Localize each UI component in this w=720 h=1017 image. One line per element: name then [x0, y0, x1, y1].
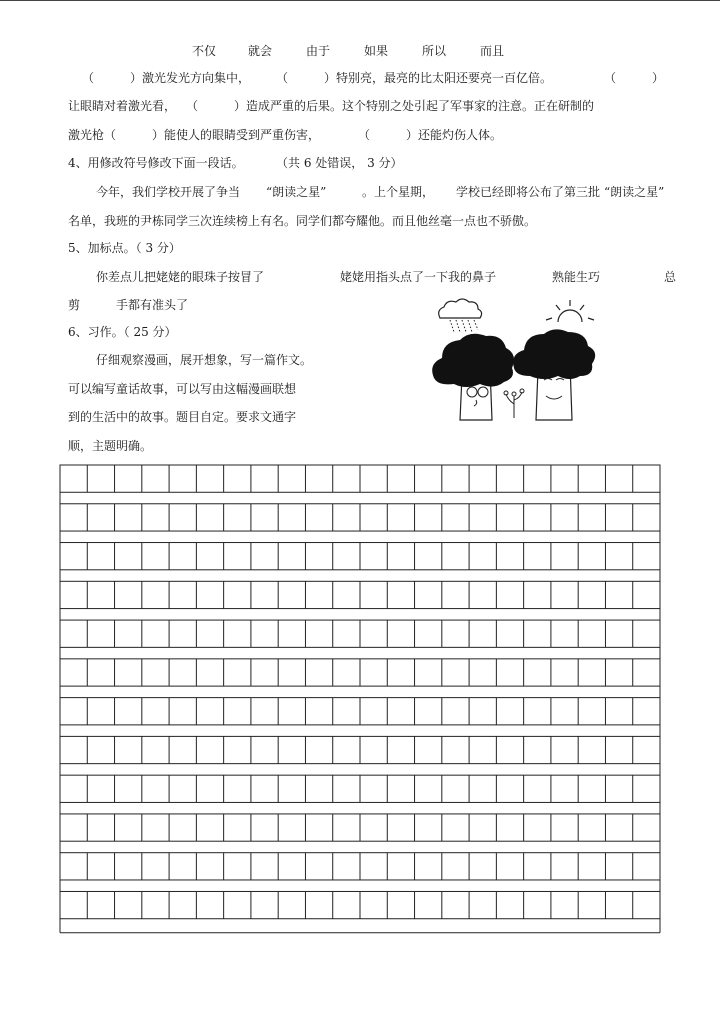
q4-line1b: “朗读之星”: [266, 185, 327, 199]
fill-line-1c: （ ）: [604, 71, 665, 85]
q5-heading: 5、加标点。（ 3 分）: [68, 241, 181, 255]
fill-line-2a: 让眼睛对着激光看，: [68, 99, 177, 113]
q4-score: （共 6 处错误， 3 分）: [276, 156, 403, 170]
q5-sentence-5: 手都有准头了: [116, 298, 189, 312]
fill-line-3b: （ ）还能灼伤人体。: [358, 128, 503, 142]
word-bank-item: 所以: [422, 44, 447, 58]
q4-line1c: 。上个星期，: [362, 185, 435, 199]
word-bank-item: 而且: [480, 44, 505, 58]
fill-line-1b: （ ）特别亮，最亮的比太阳还要亮一百亿倍。: [276, 71, 553, 85]
q5-sentence-4-start: 总: [664, 270, 677, 284]
q4-line1d: 学校已经即将公布了第三批: [456, 185, 601, 199]
q5-sentence-4-cont: 剪: [68, 298, 81, 312]
q4-line2: 名单，我班的尹栋同学三次连续榜上有名。同学们都夸耀他。而且他丝毫一点也不骄傲。: [68, 214, 537, 228]
q4-line1a: 今年，我们学校开展了争当: [96, 185, 241, 199]
word-bank-item: 就会: [248, 44, 273, 58]
word-bank-item: 如果: [364, 44, 389, 58]
q4-heading: 4、用修改符号修改下面一段话。: [68, 156, 244, 170]
q5-sentence-1: 你差点儿把姥姥的眼珠子按冒了: [96, 270, 265, 284]
q6-instruction-1: 仔细观察漫画，展开想象，写一篇作文。: [96, 353, 313, 367]
fill-line-1a: （ ）激光发光方向集中，: [82, 71, 251, 85]
q6-instruction-3: 到的生活中的故事。题目自定。要求文通字: [68, 410, 297, 424]
fill-line-2b: （ ）造成严重的后果。这个特别之处引起了军事家的注意。正在研制的: [186, 99, 595, 113]
fill-line-3a: 激光枪（ ）能使人的眼睛受到严重伤害，: [68, 128, 321, 142]
q5-sentence-3: 熟能生巧: [552, 270, 601, 284]
q5-sentence-2: 姥姥用指头点了一下我的鼻子: [340, 270, 497, 284]
q6-heading: 6、习作。（ 25 分）: [68, 325, 177, 339]
q4-line1e: “朗读之星”: [604, 185, 665, 199]
word-bank-item: 不仅: [192, 44, 217, 58]
q6-instruction-4: 顺，主题明确。: [68, 439, 153, 453]
word-bank-item: 由于: [306, 44, 331, 58]
q6-instruction-2: 可以编写童话故事，可以写由这幅漫画联想: [68, 382, 297, 396]
